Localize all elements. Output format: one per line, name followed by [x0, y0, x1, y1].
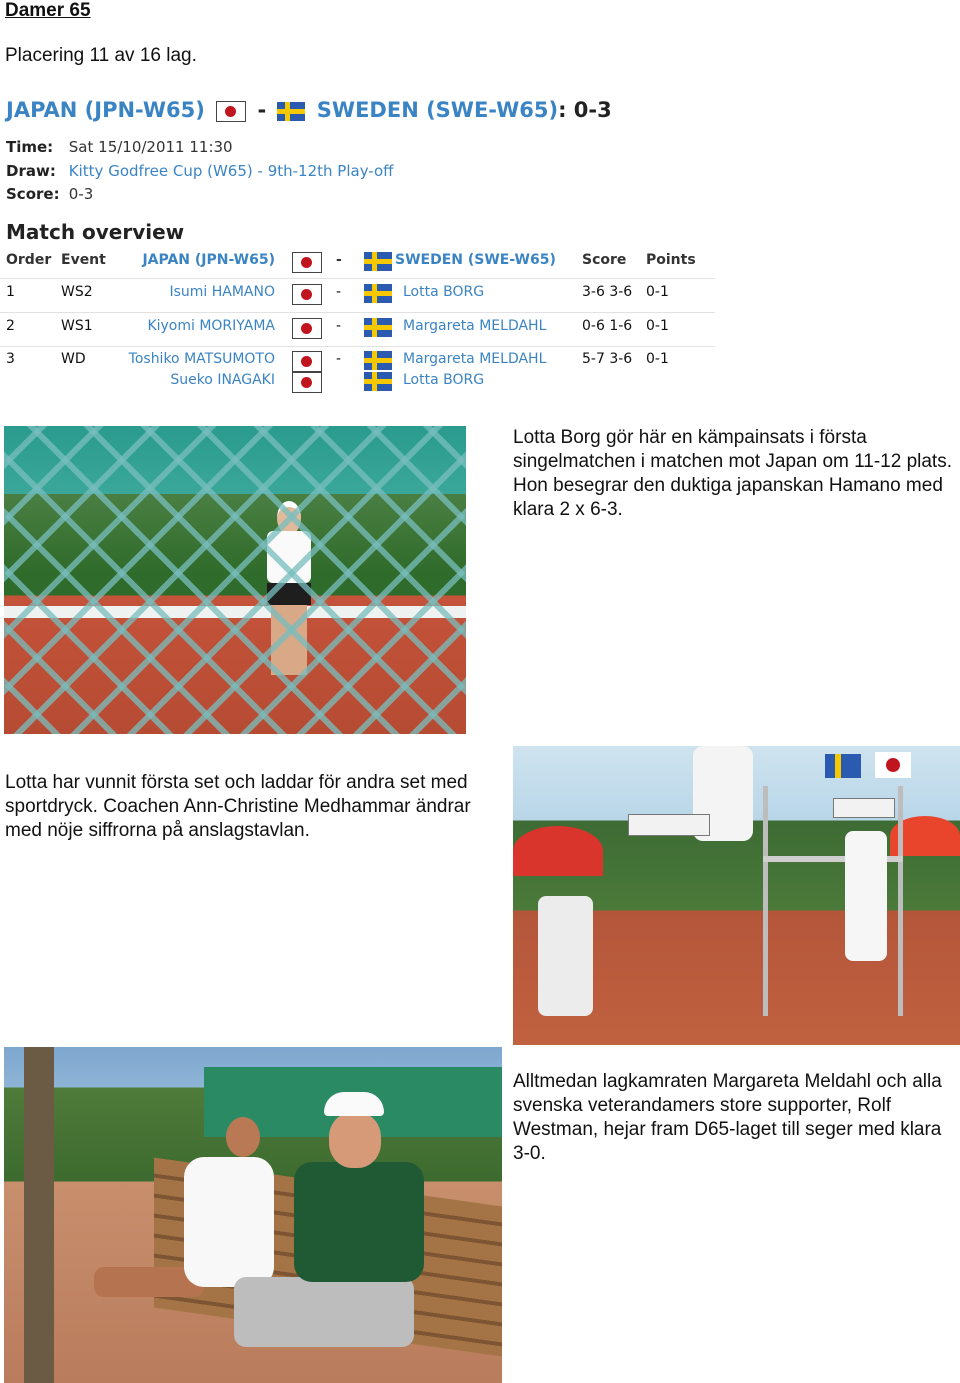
row-away-player[interactable]: Lotta BORG [403, 284, 485, 300]
row-separator: - [336, 318, 342, 334]
score-row [6, 185, 93, 203]
seated-player [538, 896, 593, 1016]
sweden-flag-icon [364, 372, 392, 391]
col-separator: - [336, 252, 342, 268]
col-score: Score [582, 252, 627, 268]
scoreboard [833, 798, 895, 818]
photo-umpire-chair-scoreboard [513, 746, 960, 1045]
row-home-player[interactable]: Toshiko MATSUMOTO [128, 351, 275, 367]
sweden-flag-icon [364, 284, 392, 303]
caption-paragraph-1: Lotta Borg gör här en kämpainsats i första singelmatchen i matchen mot Japan om 11-12 plats. Hon besegrar den duktiga japanskan Hamano med klara 2 x 6-3. [513, 427, 952, 520]
japan-flag-icon [292, 351, 322, 372]
row-separator: - [336, 351, 342, 367]
headline-separator: - [257, 98, 267, 122]
fence-mesh [4, 426, 466, 734]
match-headline: JAPAN (JPN-W65) - SWEDEN (SWE-W65): 0-3 [6, 98, 612, 122]
photo-lotta-borg-serving [4, 426, 466, 734]
time-row [6, 138, 233, 156]
overview-header-row [0, 252, 715, 279]
scoreboard [628, 814, 710, 836]
col-away-team[interactable]: SWEDEN (SWE-W65) [395, 252, 556, 268]
tree [24, 1047, 54, 1383]
row-points: 0-1 [646, 318, 669, 334]
row-order: 3 [6, 351, 15, 367]
coach [845, 831, 887, 961]
row-away-player-2[interactable]: Lotta BORG [403, 372, 485, 388]
row-home-player[interactable]: Isumi HAMANO [169, 284, 275, 300]
japan-flag-icon [292, 318, 322, 339]
score-label: Score: [6, 185, 60, 203]
table-row [0, 284, 715, 313]
japan-flag-icon [292, 284, 322, 305]
sweden-flag-icon [277, 102, 305, 121]
row-event: WS1 [61, 318, 93, 334]
japan-flag-icon [875, 752, 911, 778]
japan-flag-icon [292, 252, 322, 273]
col-home-team[interactable]: JAPAN (JPN-W65) [142, 252, 275, 268]
row-away-player[interactable]: Margareta MELDAHL [403, 318, 547, 334]
draw-link[interactable]: Kitty Godfree Cup (W65) - 9th-12th Play-off [68, 162, 394, 180]
sweden-flag-icon [364, 351, 392, 370]
col-event: Event [61, 252, 106, 268]
match-result-panel [0, 92, 720, 397]
score-value: 0-3 [68, 185, 94, 203]
placement-text: Placering 11 av 16 lag. [5, 45, 197, 66]
draw-label: Draw: [6, 162, 56, 180]
japan-flag-icon [216, 101, 246, 122]
row-home-player[interactable]: Kiyomi MORIYAMA [147, 318, 275, 334]
umbrella [513, 826, 603, 876]
table-row [0, 318, 715, 347]
overview-title: Match overview [6, 220, 185, 244]
table-row [0, 351, 715, 397]
away-team-name[interactable]: SWEDEN (SWE-W65) [316, 98, 559, 122]
col-order: Order [6, 252, 52, 268]
row-score: 5-7 3-6 [582, 351, 633, 367]
sweden-flag-icon [364, 252, 392, 271]
japan-flag-icon [292, 372, 322, 393]
draw-row [6, 162, 394, 180]
section-title: Damer 65 [5, 0, 91, 21]
row-score: 0-6 1-6 [582, 318, 633, 334]
caption-paragraph-3: Alltmedan lagkamraten Margareta Meldahl och alla svenska veterandamers store supporter, Rolf Westman, hejar fram D65-laget till seger med klara 3-0. [513, 1071, 942, 1164]
row-points: 0-1 [646, 351, 669, 367]
sweden-flag-icon [364, 318, 392, 337]
row-separator: - [336, 284, 342, 300]
supporter-woman [134, 1117, 244, 1337]
row-points: 0-1 [646, 284, 669, 300]
row-order: 2 [6, 318, 15, 334]
row-event: WD [61, 351, 86, 367]
col-points: Points [646, 252, 696, 268]
time-label: Time: [6, 138, 54, 156]
row-order: 1 [6, 284, 15, 300]
supporter-man [294, 1092, 434, 1382]
sweden-flag-icon [825, 754, 861, 778]
row-event: WS2 [61, 284, 93, 300]
row-score: 3-6 3-6 [582, 284, 633, 300]
time-value: Sat 15/10/2011 11:30 [68, 138, 233, 156]
home-team-name[interactable]: JAPAN (JPN-W65) [6, 98, 205, 122]
row-home-player-2[interactable]: Sueko INAGAKI [170, 372, 275, 388]
row-away-player[interactable]: Margareta MELDAHL [403, 351, 547, 367]
photo-supporters-on-bench [4, 1047, 502, 1383]
caption-paragraph-2: Lotta har vunnit första set och laddar för andra set med sportdryck. Coachen Ann-Christine Medhammar ändrar med nöje siffrorna på anslagstavlan. [5, 772, 471, 841]
match-result: 0-3 [573, 98, 612, 122]
